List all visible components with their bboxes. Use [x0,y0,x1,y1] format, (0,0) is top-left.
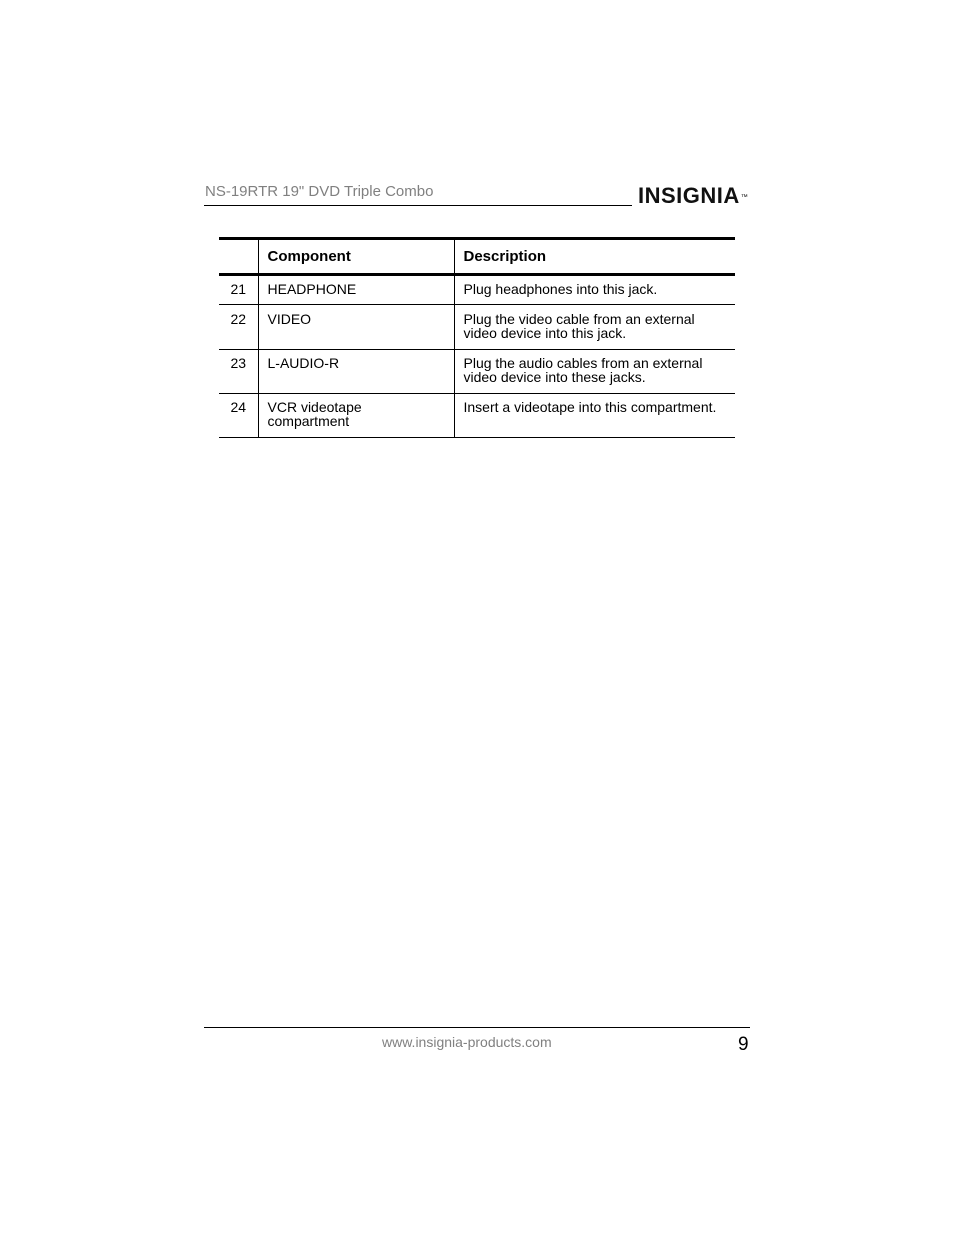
table-row [219,305,735,350]
page-number: 9 [738,1034,749,1055]
row-number: 21 [219,275,258,305]
column-header-number [219,239,258,275]
row-number: 23 [219,350,258,394]
footer-rule [204,1027,750,1028]
row-description: Plug the video cable from an external video device into this jack. [454,305,735,350]
insignia-logo [638,183,748,209]
row-number: 22 [219,305,258,350]
table-header-row [219,239,735,275]
row-number: 24 [219,394,258,438]
trademark-mark: ™ [740,194,749,201]
row-description: Insert a videotape into this compartment. [454,394,735,438]
row-description: Plug headphones into this jack. [454,275,735,305]
row-component: L-AUDIO-R [258,350,454,394]
row-component: HEADPHONE [258,275,454,305]
table-row [219,350,735,394]
header-rule [204,205,632,206]
column-header-description: Description [454,239,735,275]
footer-url[interactable]: www.insignia-products.com [382,1034,552,1050]
table-row [219,275,735,305]
component-table [219,237,735,438]
column-header-component: Component [258,239,454,275]
row-component: VIDEO [258,305,454,350]
logo-text: INSIGNIA [638,183,740,208]
row-description: Plug the audio cables from an external video device into these jacks. [454,350,735,394]
page-header-title: NS-19RTR 19" DVD Triple Combo [205,183,434,200]
row-component: VCR videotape compartment [258,394,454,438]
table-row [219,394,735,438]
